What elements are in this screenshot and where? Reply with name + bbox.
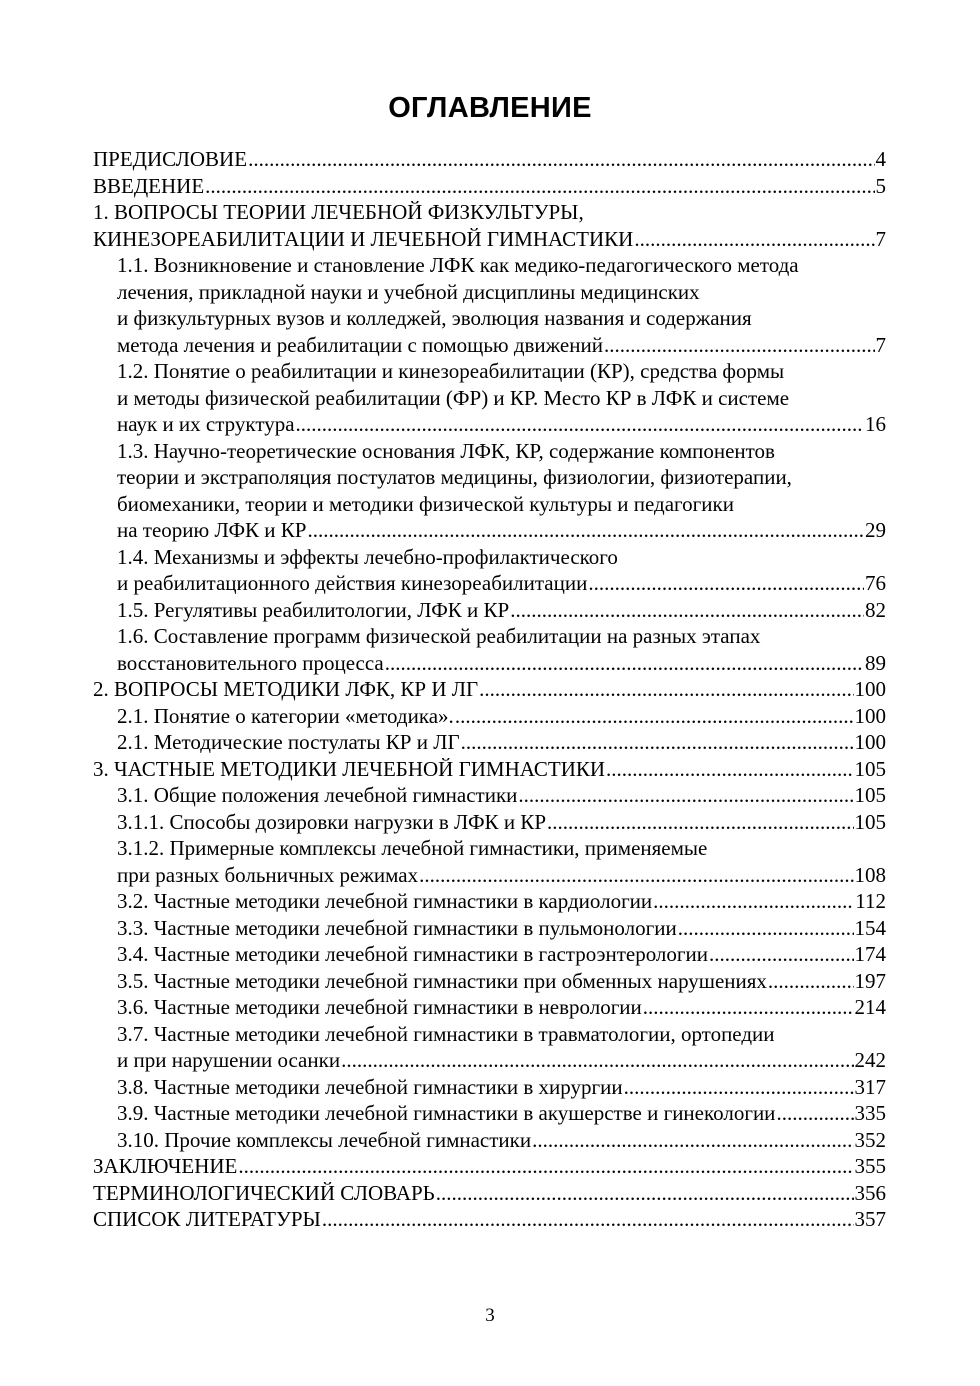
- toc-entry-line: 1.2. Понятие о реабилитации и кинезореабилитации (КР), средства формы: [117, 359, 785, 383]
- dot-leader: [307, 517, 864, 544]
- toc-entry-last-line: [93, 1180, 886, 1207]
- toc-page-number: 317: [854, 1074, 886, 1099]
- toc-entry-last-line: [117, 915, 886, 942]
- toc-entry: [93, 1206, 886, 1233]
- toc-entry-last-line: [93, 173, 886, 200]
- dot-leader: [776, 1100, 853, 1127]
- toc-entry-last-line: [117, 1127, 886, 1154]
- toc-page-number: 82: [865, 597, 886, 622]
- toc-page-number: 7: [875, 226, 886, 251]
- toc-entry-text: 3.10. Прочие комплексы лечебной гимнастики: [117, 1127, 532, 1152]
- toc-entry-text: СПИСОК ЛИТЕРАТУРЫ: [93, 1207, 321, 1231]
- toc-entry: [93, 809, 886, 836]
- toc-entry-last-line: [117, 517, 886, 544]
- toc-entry-text: 3.9. Частные методики лечебной гимнастики в акушерстве и гинекологии: [117, 1101, 776, 1125]
- toc-entry-last-line: [93, 1206, 886, 1233]
- toc-entry-line: теории и экстраполяция постулатов медицины, физиологии, физиотерапии,: [117, 465, 792, 489]
- toc-entry: [93, 703, 886, 730]
- toc-entry: [93, 888, 886, 915]
- dot-leader: [510, 597, 864, 624]
- page-number: 3: [485, 1305, 495, 1326]
- toc-entry-line: 1.1. Возникновение и становление ЛФК как медико-педагогического метода: [117, 253, 799, 277]
- dot-leader: [205, 173, 874, 200]
- dot-leader: [588, 570, 864, 597]
- toc-entry-last-line: [117, 650, 886, 677]
- toc-entry-line: 1.3. Научно-теоретические основания ЛФК, КР, содержание компонентов: [117, 438, 775, 463]
- toc-page-number: 100: [854, 730, 886, 754]
- toc-entry-last-line: [117, 888, 886, 915]
- dot-leader: [606, 756, 853, 783]
- toc-entry: [93, 1153, 886, 1180]
- toc-entry-last-line: [117, 332, 886, 359]
- dot-leader: [461, 729, 854, 756]
- toc-page-number: 242: [854, 1048, 886, 1072]
- toc-entry: [93, 915, 886, 942]
- dot-leader: [547, 809, 854, 836]
- toc-entry-last-line: [117, 597, 886, 624]
- toc-page-number: 100: [854, 677, 886, 701]
- toc-entry-line: лечения, прикладной науки и учебной дисциплины медицинских: [117, 279, 700, 304]
- toc-entry-last-line: [117, 968, 886, 995]
- toc-page-number: 174: [854, 942, 886, 966]
- toc-entry-line: 1. ВОПРОСЫ ТЕОРИИ ЛЕЧЕБНОЙ ФИЗКУЛЬТУРЫ,: [93, 200, 584, 224]
- toc-entry-line: 3.7. Частные методики лечебной гимнастики в травматологии, ортопедии: [117, 1021, 775, 1046]
- toc-page-number: 335: [854, 1101, 886, 1125]
- dot-leader: [322, 1206, 854, 1233]
- toc-page-number: 100: [854, 703, 886, 728]
- toc-entry-text: 3.8. Частные методики лечебной гимнастики в хирургии: [117, 1074, 623, 1099]
- toc-page-number: 29: [865, 518, 886, 542]
- toc-entry-line: и методы физической реабилитации (ФР) и КР. Место КР в ЛФК и системе: [117, 385, 790, 410]
- toc-entry-last-line: [117, 941, 886, 968]
- toc-page-number: 105: [854, 783, 886, 807]
- toc-entry: [93, 941, 886, 968]
- toc-entry: [93, 676, 886, 703]
- toc-entry-text: 2. ВОПРОСЫ МЕТОДИКИ ЛФК, КР И ЛГ: [93, 677, 479, 701]
- toc-entry-last-line: [117, 994, 886, 1021]
- toc-entry-line: 3.1.2. Примерные комплексы лечебной гимнастики, применяемые: [117, 836, 708, 860]
- toc-entry: [93, 544, 886, 597]
- toc-entry-text: 1.5. Регулятивы реабилитологии, ЛФК и КР: [117, 597, 510, 622]
- toc-entry-line: 1.4. Механизмы и эффекты лечебно-профилактического: [117, 544, 618, 569]
- toc-entry-text: 2.1. Методические постулаты КР и ЛГ: [117, 730, 460, 754]
- toc-entry-text: КИНЕЗОРЕАБИЛИТАЦИИ И ЛЕЧЕБНОЙ ГИМНАСТИКИ: [93, 226, 634, 251]
- toc-entry-last-line: [93, 146, 886, 173]
- toc-page-number: 357: [854, 1207, 886, 1231]
- dot-leader: [768, 968, 854, 995]
- toc-entry-last-line: [117, 1100, 886, 1127]
- dot-leader: [248, 146, 874, 173]
- dot-leader: [238, 1153, 853, 1180]
- toc-entry-text: 3.6. Частные методики лечебной гимнастики в неврологии: [117, 995, 642, 1019]
- toc-entry: [93, 1021, 886, 1074]
- toc-page-number: 16: [865, 412, 886, 436]
- toc-entry: [93, 1100, 886, 1127]
- dot-leader: [653, 888, 854, 915]
- toc-page-number: 89: [865, 650, 886, 675]
- dot-leader: [532, 1127, 853, 1154]
- toc-entry: [93, 782, 886, 809]
- toc-entry: [93, 438, 886, 544]
- dot-leader: [296, 411, 864, 438]
- toc-page-number: 4: [875, 147, 886, 171]
- toc-entry-text: наук и их структура: [117, 412, 295, 436]
- toc-entry-last-line: [93, 226, 886, 253]
- toc-entry-text: и реабилитационного действия кинезореабилитации: [117, 571, 588, 595]
- toc-entry-text: восстановительного процесса: [117, 650, 384, 675]
- toc-page-number: 7: [875, 332, 886, 357]
- dot-leader: [341, 1047, 853, 1074]
- toc-entry-last-line: [117, 411, 886, 438]
- toc-entry-last-line: [117, 1047, 886, 1074]
- toc-entry-text: 3.1.1. Способы дозировки нагрузки в ЛФК и КР: [117, 809, 546, 834]
- toc-entry: [93, 968, 886, 995]
- dot-leader: [455, 703, 854, 730]
- dot-leader: [419, 862, 853, 889]
- toc-entry-text: 3.4. Частные методики лечебной гимнастики в гастроэнтерологии: [117, 942, 709, 966]
- toc-entry-line: биомеханики, теории и методики физической культуры и педагогики: [117, 491, 734, 516]
- toc-entry: [93, 358, 886, 438]
- toc-entry: [93, 1074, 886, 1101]
- toc-entry-last-line: [117, 729, 886, 756]
- toc-entry-text: ПРЕДИСЛОВИЕ: [93, 147, 248, 171]
- toc-entry: [93, 173, 886, 200]
- toc-entry: [93, 1180, 886, 1207]
- table-of-contents: [93, 146, 886, 1233]
- toc-entry-text: 3.1. Общие положения лечебной гимнастики: [117, 783, 518, 807]
- toc-entry-last-line: [117, 703, 886, 730]
- dot-leader: [678, 915, 854, 942]
- toc-entry-last-line: [93, 676, 886, 703]
- toc-entry-text: и при нарушении осанки: [117, 1048, 341, 1072]
- toc-entry-line: 1.6. Составление программ физической реабилитации на разных этапах: [117, 624, 761, 648]
- toc-page-number: 76: [865, 571, 886, 595]
- toc-entry: [93, 1127, 886, 1154]
- toc-entry: [93, 146, 886, 173]
- toc-entry-last-line: [93, 756, 886, 783]
- toc-page-number: 197: [854, 968, 886, 993]
- toc-entry-text: на теорию ЛФК и КР: [117, 518, 307, 542]
- toc-page-number: 352: [854, 1127, 886, 1152]
- toc-entry-text: ЗАКЛЮЧЕНИЕ: [93, 1154, 238, 1178]
- toc-entry: [93, 729, 886, 756]
- toc-title: ОГЛАВЛЕНИЕ: [388, 92, 592, 124]
- toc-page-number: 154: [854, 915, 886, 940]
- dot-leader: [479, 676, 853, 703]
- toc-entry: [93, 623, 886, 676]
- toc-entry-last-line: [117, 862, 886, 889]
- dot-leader: [709, 941, 853, 968]
- toc-entry-last-line: [117, 570, 886, 597]
- toc-entry-text: 3.3. Частные методики лечебной гимнастики в пульмонологии: [117, 915, 677, 940]
- toc-page-number: 5: [875, 173, 886, 198]
- toc-entry-text: ТЕРМИНОЛОГИЧЕСКИЙ СЛОВАРЬ: [93, 1180, 435, 1205]
- toc-page-number: 105: [854, 756, 886, 781]
- toc-entry: [93, 597, 886, 624]
- toc-page-number: 355: [854, 1154, 886, 1178]
- dot-leader: [604, 332, 875, 359]
- toc-entry-text: 3. ЧАСТНЫЕ МЕТОДИКИ ЛЕЧЕБНОЙ ГИМНАСТИКИ: [93, 756, 606, 781]
- toc-entry-text: метода лечения и реабилитации с помощью движений: [117, 332, 603, 357]
- dot-leader: [518, 782, 853, 809]
- toc-entry: [93, 199, 886, 252]
- toc-page-number: 214: [854, 995, 886, 1019]
- toc-entry: [93, 252, 886, 358]
- dot-leader: [624, 1074, 854, 1101]
- toc-page-number: 108: [854, 862, 886, 887]
- dot-leader: [436, 1180, 854, 1207]
- toc-entry-text: 3.2. Частные методики лечебной гимнастики в кардиологии: [117, 889, 653, 913]
- toc-page-number: 356: [854, 1180, 886, 1205]
- toc-entry-text: 2.1. Понятие о категории «методика».: [117, 703, 454, 728]
- toc-entry-text: 3.5. Частные методики лечебной гимнастики при обменных нарушениях: [117, 968, 767, 993]
- toc-entry-last-line: [117, 809, 886, 836]
- toc-entry-last-line: [117, 1074, 886, 1101]
- toc-page-number: 112: [855, 889, 886, 913]
- toc-entry: [93, 756, 886, 783]
- toc-entry-text: при разных больничных режимах: [117, 862, 419, 887]
- dot-leader: [385, 650, 864, 677]
- toc-entry-text: ВВЕДЕНИЕ: [93, 173, 205, 198]
- toc-entry: [93, 994, 886, 1021]
- toc-entry-last-line: [93, 1153, 886, 1180]
- dot-leader: [634, 226, 874, 253]
- toc-page-number: 105: [854, 809, 886, 834]
- toc-entry-last-line: [117, 782, 886, 809]
- dot-leader: [643, 994, 854, 1021]
- toc-entry-line: и физкультурных вузов и колледжей, эволюция названия и содержания: [117, 306, 752, 330]
- toc-entry: [93, 835, 886, 888]
